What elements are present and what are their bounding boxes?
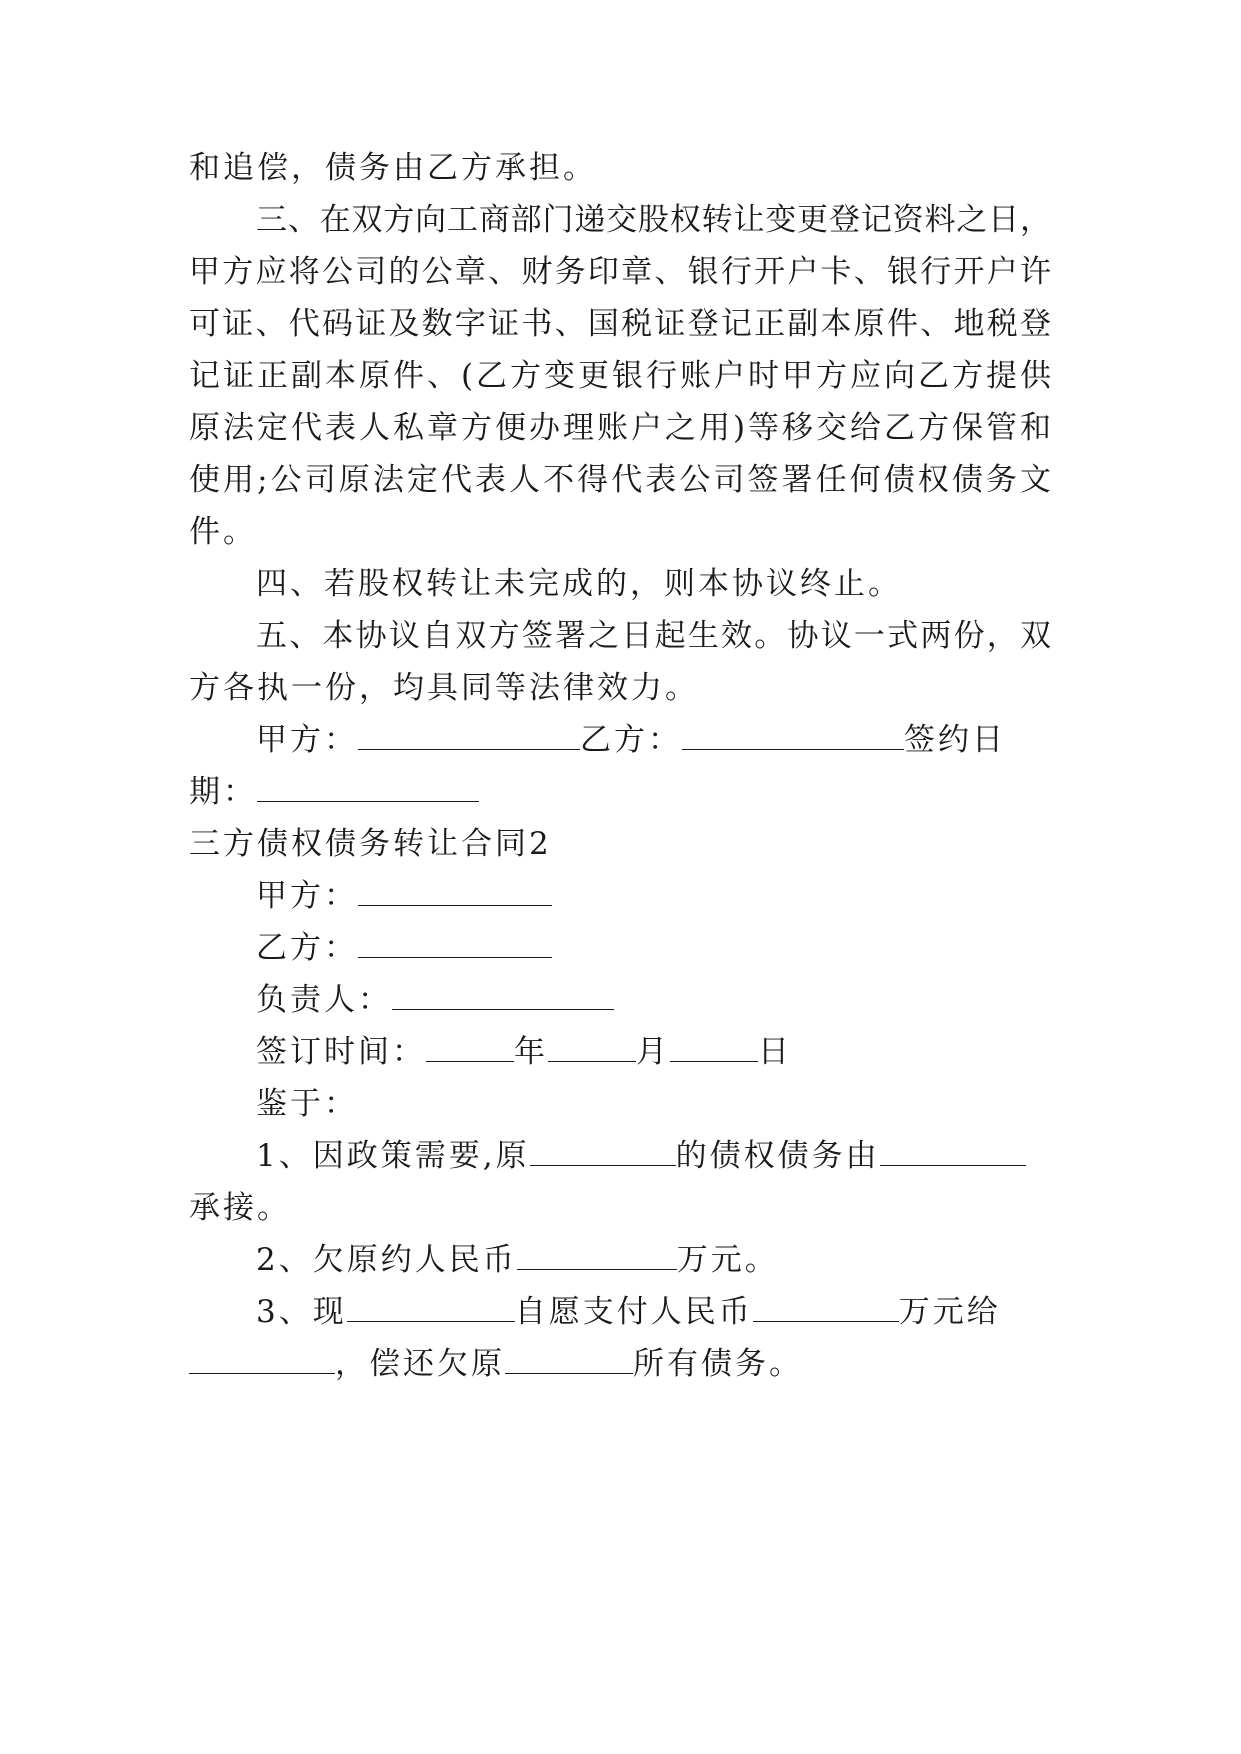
paragraph-line: 四、若股权转让未完成的，则本协议终止。 bbox=[256, 566, 902, 602]
party-b2-blank bbox=[358, 929, 552, 958]
paragraph-line: 使用;公司原法定代表人不得代表公司签署任何债权债务文 bbox=[189, 462, 1051, 498]
signature-row bbox=[256, 720, 1006, 760]
item-3-line2-end: 所有债务。 bbox=[633, 1346, 803, 1382]
paragraph-line: 五、本协议自双方签署之日起生效。协议一式两份，双 bbox=[256, 618, 1051, 654]
whereas-heading: 鉴于： bbox=[256, 1086, 358, 1122]
paragraph-line: 件。 bbox=[189, 514, 257, 550]
year-blank bbox=[426, 1033, 514, 1062]
paragraph-line: 甲方应将公司的公章、财务印章、银行开户卡、银行开户许 bbox=[189, 254, 1051, 290]
contract-title: 三方债权债务转让合同2 bbox=[189, 826, 552, 862]
item-3-prefix: 3、现 bbox=[256, 1294, 347, 1330]
sign-time-row bbox=[256, 1032, 792, 1072]
day-blank bbox=[670, 1033, 758, 1062]
item-3-suffix: 万元给 bbox=[898, 1294, 1001, 1330]
item-3-line2-mid: ，偿还欠原 bbox=[335, 1346, 505, 1382]
item-3-blank-b bbox=[753, 1293, 899, 1322]
item-2-prefix: 2、欠原约人民币 bbox=[256, 1242, 517, 1278]
paragraph-line: 记证正副本原件、(乙方变更银行账户时甲方应向乙方提供 bbox=[189, 358, 1051, 394]
party-a-blank bbox=[358, 721, 580, 750]
party-b2-label: 乙方： bbox=[256, 930, 358, 966]
day-label: 日 bbox=[758, 1034, 792, 1070]
sign-date-label-start: 签约日 bbox=[904, 722, 1006, 758]
item-3-blank-a bbox=[347, 1293, 515, 1322]
item-1-end: 承接。 bbox=[189, 1190, 291, 1226]
party-a2-row bbox=[256, 876, 552, 916]
party-a-label: 甲方： bbox=[256, 722, 358, 758]
item-3-line-2 bbox=[189, 1344, 803, 1384]
paragraph-line: 和追偿，债务由乙方承担。 bbox=[189, 150, 597, 186]
month-blank bbox=[548, 1033, 636, 1062]
sign-date-label-end: 期： bbox=[189, 774, 257, 810]
paragraph-line: 方各执一份，均具同等法律效力。 bbox=[189, 670, 699, 706]
month-label: 月 bbox=[636, 1034, 670, 1070]
item-1-blank-a bbox=[530, 1137, 676, 1166]
item-1-prefix: 1、因政策需要,原 bbox=[256, 1138, 530, 1174]
sign-time-label: 签订时间： bbox=[256, 1034, 426, 1070]
paragraph-line: 三、在双方向工商部门递交股权转让变更登记资料之日， bbox=[256, 202, 1051, 238]
item-3-mid: 自愿支付人民币 bbox=[514, 1294, 753, 1330]
item-3-blank-d bbox=[505, 1345, 633, 1374]
paragraph-line: 可证、代码证及数字证书、国税证登记正副本原件、地税登 bbox=[189, 306, 1051, 342]
party-b2-row bbox=[256, 928, 552, 968]
item-2-suffix: 万元。 bbox=[676, 1242, 779, 1278]
item-2-blank bbox=[517, 1241, 677, 1270]
party-a2-blank bbox=[358, 877, 552, 906]
item-3-blank-c bbox=[189, 1345, 335, 1374]
sign-date-row bbox=[189, 772, 479, 812]
sign-date-blank bbox=[257, 773, 479, 802]
item-1-mid: 的债权债务由 bbox=[675, 1138, 880, 1174]
party-a2-label: 甲方： bbox=[256, 878, 358, 914]
year-label: 年 bbox=[514, 1034, 548, 1070]
item-3-line bbox=[256, 1292, 1001, 1332]
responsible-label: 负责人： bbox=[256, 982, 392, 1018]
paragraph-line: 原法定代表人私章方便办理账户之用)等移交给乙方保管和 bbox=[189, 410, 1051, 446]
item-1-blank-b bbox=[880, 1137, 1026, 1166]
responsible-row bbox=[256, 980, 614, 1020]
party-b-label: 乙方： bbox=[580, 722, 682, 758]
item-2-line bbox=[256, 1240, 779, 1280]
responsible-blank bbox=[392, 981, 614, 1010]
party-b-blank bbox=[682, 721, 904, 750]
item-1-line bbox=[256, 1136, 1026, 1176]
